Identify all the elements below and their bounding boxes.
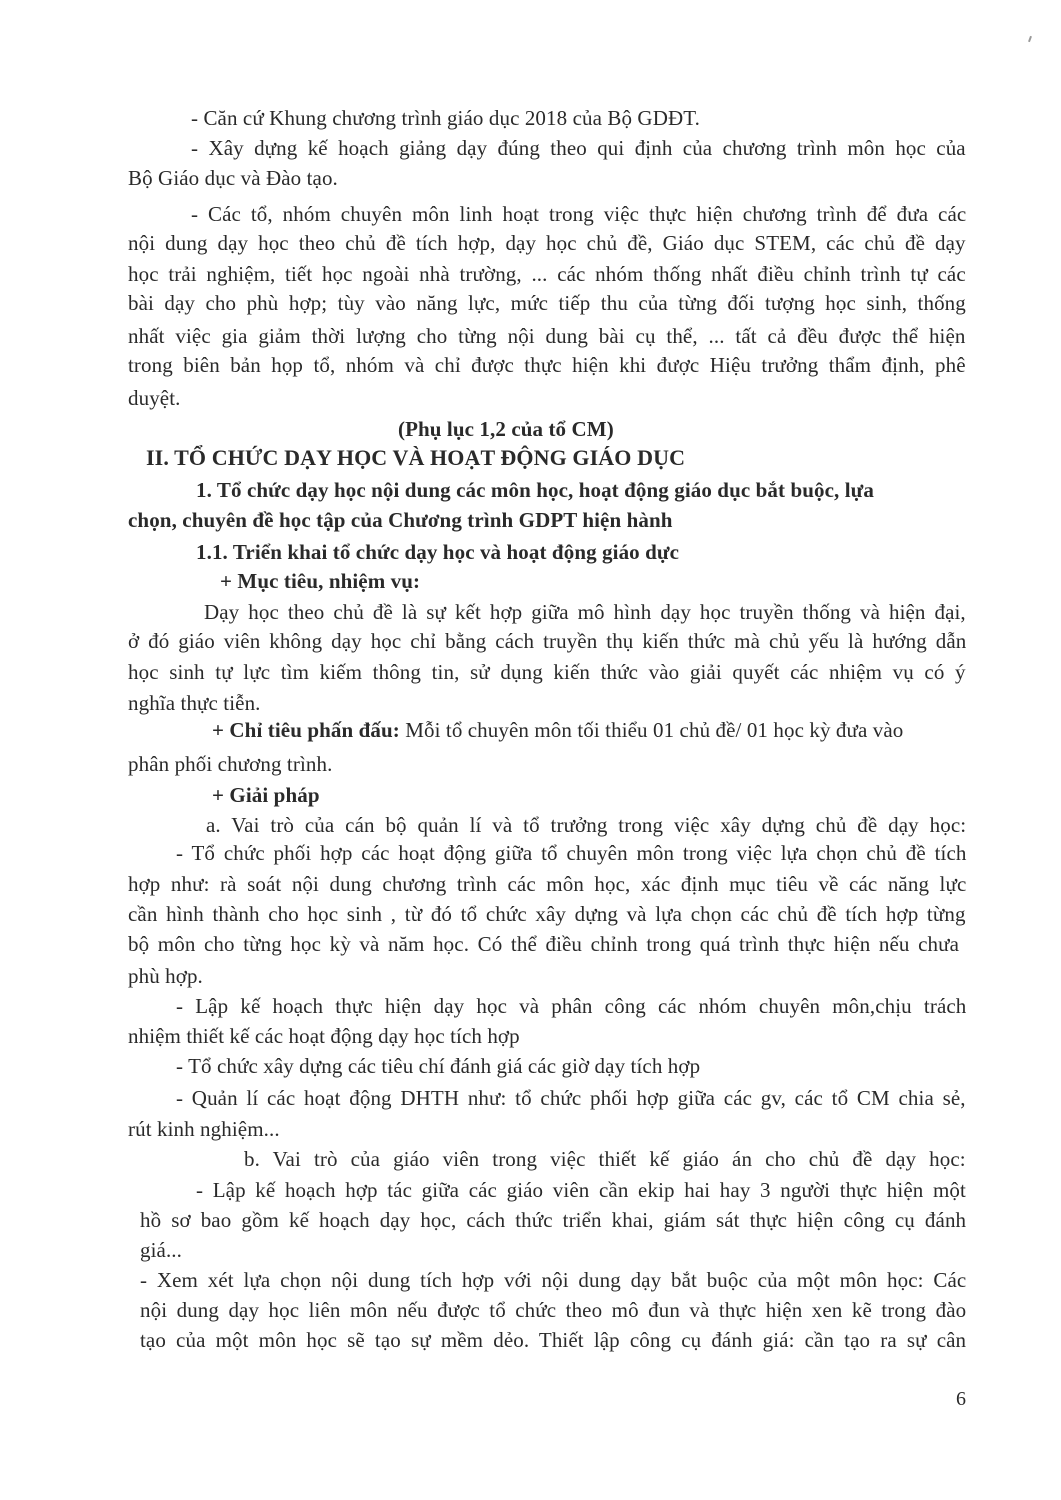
subsection-heading: 1.1. Triển khai tổ chức dạy học và hoạt động giáo dực <box>196 540 680 564</box>
text-line: b. Vai trò của giáo viên trong việc thiết kế giáo án cho chủ đề dạy học: <box>244 1147 966 1171</box>
goals-heading: + Mục tiêu, nhiệm vụ: <box>220 569 421 593</box>
scan-mark <box>1028 36 1032 42</box>
text-line: rút kinh nghiệm... <box>128 1117 280 1141</box>
text-line: phù hợp. <box>128 964 203 988</box>
text-line: Dạy học theo chủ đề là sự kết hợp giữa mô hình dạy học truyền thống và hiện đại, <box>204 600 966 624</box>
subsection-heading: chọn, chuyên đề học tập của Chương trình GDPT hiện hành <box>128 508 673 532</box>
text-line: - Tổ chức xây dựng các tiêu chí đánh giá các giờ dạy tích hợp <box>176 1054 701 1078</box>
text-line: - Xem xét lựa chọn nội dung tích hợp với nội dung dạy bắt buộc của một môn học: Các <box>140 1268 967 1292</box>
text-line: học trải nghiệm, tiết học ngoài nhà trường, ... các nhóm thống nhất điều chỉnh trình tự các <box>128 262 966 286</box>
text-line: bài dạy cho phù hợp; tùy vào năng lực, mức tiếp thu của từng đối tượng học sinh, thống <box>128 291 966 315</box>
text-line: nhiệm thiết kế các hoạt động dạy học tích hợp <box>128 1024 520 1048</box>
text-line: hồ sơ bao gồm kế hoạch dạy học, cách thức triển khai, giám sát thực hiện công cụ đánh <box>140 1208 967 1232</box>
text-line: nội dung dạy học theo chủ đề tích hợp, dạy học chủ đề, Giáo dục STEM, các chủ đề dạy <box>128 231 966 255</box>
appendix-note: (Phụ lục 1,2 của tổ CM) <box>398 417 614 441</box>
text-line: - Xây dựng kế hoạch giảng dạy đúng theo qui định của chương trình môn học của <box>191 136 966 160</box>
text-line: - Lập kế hoạch thực hiện dạy học và phân công các nhóm chuyên môn,chịu trách <box>176 994 967 1018</box>
text-line: - Lập kế hoạch hợp tác giữa các giáo viên cần ekip hai hay 3 người thực hiện một <box>196 1178 966 1202</box>
text-line: trong biên bản họp tổ, nhóm và chỉ được thực hiện khi được Hiệu trưởng thẩm định, phê <box>128 353 966 377</box>
text-line: tạo của một môn học sẽ tạo sự mềm dẻo. Thiết lập công cụ đánh giá: cần tạo ra sự cân <box>140 1328 967 1352</box>
text-line: bộ môn cho từng học kỳ và năm học. Có thể điều chỉnh trong quá trình thực hiện nếu chưa <box>128 932 960 956</box>
text-line: học sinh tự lực tìm kiếm thông tin, sử dụng kiến thức vào giải quyết các nhiệm vụ có ý <box>128 660 966 684</box>
text-line: hợp như: rà soát nội dung chương trình các môn học, xác định mục tiêu về các năng lực <box>128 872 967 896</box>
text-line: - Căn cứ Khung chương trình giáo dục 2018 của Bộ GDĐT. <box>191 106 700 130</box>
page-number: 6 <box>956 1388 966 1410</box>
text-line: phân phối chương trình. <box>128 752 333 776</box>
targets-line <box>212 716 903 744</box>
text-line: nội dung dạy học liên môn nếu được tổ chức theo mô đun và thực hiện xen kẽ trong đào <box>140 1298 967 1322</box>
text-line: - Quản lí các hoạt động DHTH như: tổ chức phối hợp giữa các gv, các tổ CM chia sẻ, <box>176 1086 966 1110</box>
targets-label: + Chỉ tiêu phấn đấu: <box>212 718 400 742</box>
targets-text: Mỗi tổ chuyên môn tối thiểu 01 chủ đề/ 01 học kỳ đưa vào <box>399 718 904 742</box>
text-line: duyệt. <box>128 386 181 410</box>
text-line: - Tổ chức phối hợp các hoạt động giữa tổ chuyên môn trong việc lựa chọn chủ đề tích <box>176 841 967 865</box>
text-line: giá... <box>140 1238 183 1262</box>
solutions-heading: + Giải pháp <box>212 783 320 807</box>
text-line: Bộ Giáo dục và Đào tạo. <box>128 166 338 190</box>
section-heading: II. TỔ CHỨC DẠY HỌC VÀ HOẠT ĐỘNG GIÁO DỤC <box>146 445 686 470</box>
text-line: - Các tổ, nhóm chuyên môn linh hoạt trong việc thực hiện chương trình để đưa các <box>191 202 967 226</box>
text-line: cần hình thành cho học sinh , từ đó tổ chức xây dựng và lựa chọn các chủ đề tích hợp từng <box>128 902 966 926</box>
text-line: ở đó giáo viên không dạy học chỉ bằng cách truyền thụ kiến thức mà chủ yếu là hướng dẫn <box>128 629 967 653</box>
text-line: a. Vai trò của cán bộ quản lí và tổ trưởng trong việc xây dựng chủ đề dạy học: <box>206 813 967 837</box>
text-line: nhất việc gia giảm thời lượng cho từng nội dung bài cụ thể, ... tất cả đều được thể hiện <box>128 324 966 348</box>
subsection-heading: 1. Tổ chức dạy học nội dung các môn học, hoạt động giáo dục bắt buộc, lựa <box>196 478 874 502</box>
text-line: nghĩa thực tiễn. <box>128 691 261 715</box>
